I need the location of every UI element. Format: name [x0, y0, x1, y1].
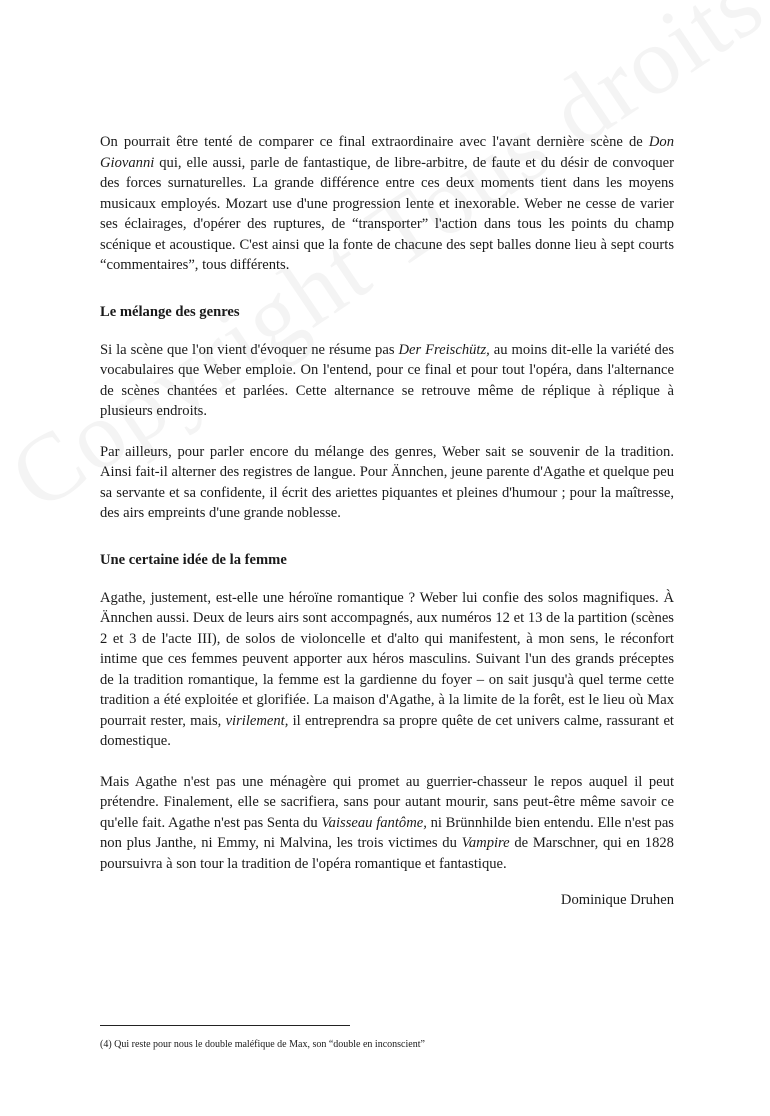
footnote: (4) Qui reste pour nous le double maléfique de Max, son “double en inconscient” [100, 1039, 425, 1050]
section-heading: Le mélange des genres [100, 303, 240, 320]
section-heading: Une certaine idée de la femme [100, 551, 287, 568]
section2-paragraph-1: Agathe, justement, est-elle une héroïne romantique ? Weber lui confie des solos magnifiques. À Ännchen aussi. Deux de leurs airs sont accompagnés, aux numéros 12 et 13 de la partition (scènes 2 et 3 de l'acte III), de solos de violoncelle et d'alto qui manifestent, à mon sens, le réconfort intime que ces femmes peuvent apporter aux héros masculins. Suivant l'un des grands préceptes de la tradition romantique, la femme est la gardienne du foyer – on sait jusqu'à quel terme cette tradition a été exploitée et glorifiée. La maison d'Agathe, à la limite de la forêt, est le lieu où Max pourrait rester, mais, virilement, il entreprendra sa propre quête de cet univers calme, rassurant et domestique. [100, 589, 674, 749]
section-melange-des-genres [100, 302, 674, 524]
author-signature: Dominique Druhen [560, 892, 674, 908]
footnote-divider [100, 1025, 350, 1026]
section-idee-de-la-femme [100, 550, 674, 875]
section1-paragraph-2: Par ailleurs, pour parler encore du mélange des genres, Weber sait se souvenir de la tradition. Ainsi fait-il alterner des registres de langue. Pour Ännchen, jeune parente d'Agathe et quelque peu sa servante et sa confidente, il écrit des ariettes piquantes et pleines d'humour ; pour la maîtresse, des airs empreints d'une grande noblesse. [100, 443, 674, 521]
article-body [100, 132, 674, 910]
intro-paragraph: On pourrait être tenté de comparer ce final extraordinaire avec l'avant dernière scène de Don Giovanni qui, elle aussi, parle de fantastique, de libre-arbitre, de faute et du désir de convoquer des forces surnaturelles. La grande différence entre ces deux moments tient dans les moyens musicaux employés. Mozart use d'une progression lente et inexorable. Weber ne cesse de varier ses éclairages, d'opérer des ruptures, de “transporter” l'action dans tous les points du champ scénique et acoustique. C'est ainsi que la fonte de chacune des sept balles donne lieu à sept courts “commentaires”, tous différents. [100, 134, 674, 273]
section2-paragraph-2: Mais Agathe n'est pas une ménagère qui promet au guerrier-chasseur le repos auquel il peut prétendre. Finalement, elle se sacrifiera, sans pour autant mourir, sans peut-être même savoir ce qu'elle fait. Agathe n'est pas Senta du Vaisseau fantôme, ni Brünnhilde bien entendu. Elle n'est pas non plus Janthe, ni Emmy, ni Malvina, les trois victimes du Vampire de Marschner, qui en 1828 poursuivra à son tour la tradition de l'opéra romantique et fantastique. [100, 773, 674, 872]
section1-paragraph-1: Si la scène que l'on vient d'évoquer ne résume pas Der Freischütz, au moins dit-elle la variété des vocabulaires que Weber emploie. On l'entend, pour ce final et pour tout l'opéra, dans l'alternance de scènes chantées et parlées. Cette alternance se retrouve même de réplique à réplique à plusieurs endroits. [100, 341, 675, 419]
